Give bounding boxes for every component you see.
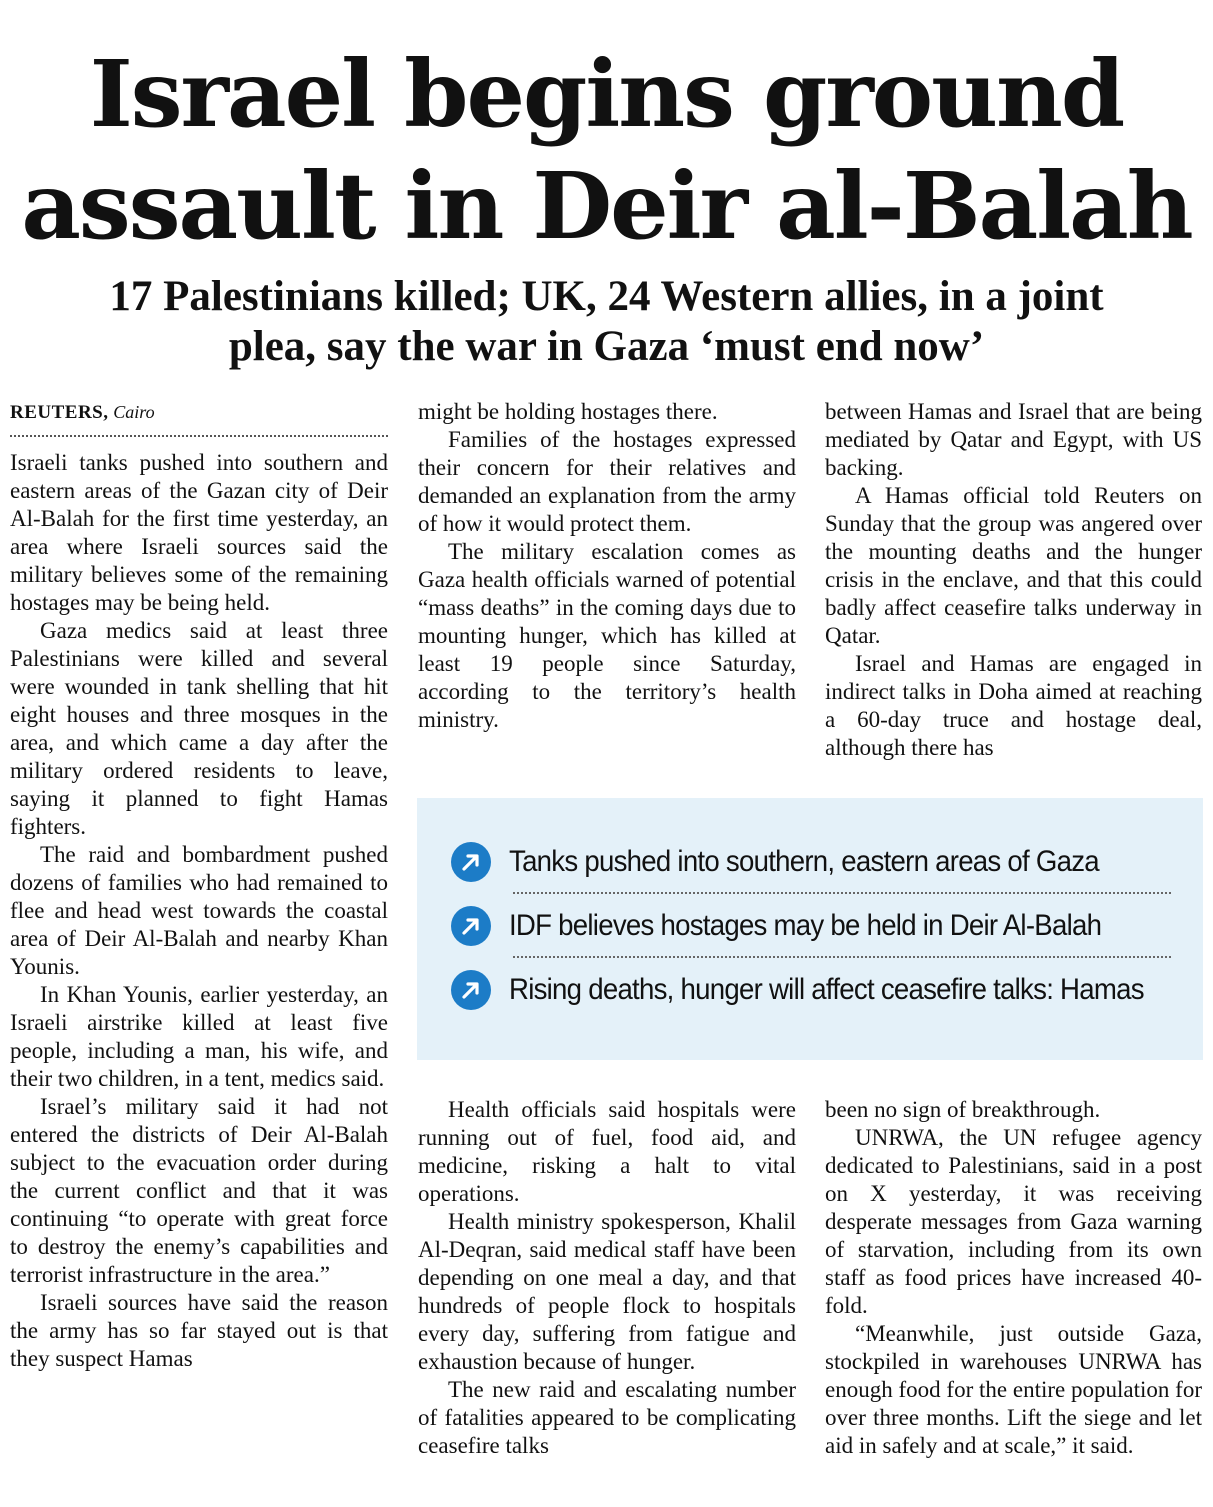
- paragraph: been no sign of breakthrough.: [825, 1097, 1101, 1122]
- arrow-up-right-icon: [451, 842, 491, 882]
- paragraph: Gaza medics said at least three Palestinians were killed and several were wounded in tank shelling that hit eight houses and three mosques in the area, and which came a day after the military ordered residents to leave, saying it planned to fight Hamas fighters.: [10, 618, 388, 839]
- paragraph: The military escalation comes as Gaza health officials warned of potential “mass deaths” in the coming days due to mounting hunger, which has killed at least 19 people since Saturday, according to the territory’s health ministry.: [418, 539, 796, 732]
- highlight-text: Rising deaths, hunger will affect ceasefire talks: Hamas: [509, 973, 1144, 1006]
- paragraph: Israeli tanks pushed into southern and eastern areas of the Gazan city of Deir Al-Balah for the first time yesterday, an area where Israeli sources said the military believes some of the remaining hostages may be being held.: [10, 450, 388, 615]
- highlight-item: [451, 960, 1171, 1020]
- paragraph: UNRWA, the UN refugee agency dedicated to Palestinians, said in a post on X yesterday, it was receiving desperate messages from Gaza warning of starvation, including from its own staff as food prices have increased 40-fold.: [825, 1125, 1202, 1318]
- paragraph: Health ministry spokesperson, Khalil Al-Deqran, said medical staff have been depending on one meal a day, and that hundreds of people flock to hospitals every day, suffering from fatigue and exhaustion because of hunger.: [418, 1209, 796, 1374]
- subheadline-line-1: 17 Palestinians killed; UK, 24 Western allies, in a joint: [109, 273, 1104, 320]
- headline: [0, 38, 1213, 262]
- paragraph: A Hamas official told Reuters on Sunday that the group was angered over the mounting deaths and the hunger crisis in the enclave, and that this could badly affect ceasefire talks underway in Qatar.: [825, 483, 1202, 648]
- headline-line-2: assault in Deir al-Balah: [21, 152, 1192, 260]
- paragraph: In Khan Younis, earlier yesterday, an Israeli airstrike killed at least five people, including a man, his wife, and their two children, in a tent, medics said.: [10, 982, 388, 1091]
- paragraph: might be holding hostages there.: [418, 399, 718, 424]
- byline: [10, 398, 388, 437]
- paragraph: Health officials said hospitals were running out of fuel, food aid, and medicine, risking a halt to vital operations.: [418, 1097, 796, 1206]
- arrow-up-right-icon: [451, 906, 491, 946]
- paragraph: The new raid and escalating number of fatalities appeared to be complicating ceasefire talks: [418, 1377, 796, 1458]
- highlight-item: [451, 896, 1171, 956]
- subheadline-line-2: plea, say the war in Gaza ‘must end now’: [228, 323, 985, 370]
- paragraph: Israel’s military said it had not entered the districts of Deir Al-Balah subject to the evacuation order during the current conflict and that it was continuing “to operate with great force to destroy the enemy’s capabilities and terrorist infrastructure in the area.”: [10, 1094, 388, 1287]
- paragraph: Israeli sources have said the reason the army has so far stayed out is that they suspect Hamas: [10, 1290, 388, 1371]
- arrow-up-right-icon: [451, 970, 491, 1010]
- highlights-box: [417, 798, 1203, 1060]
- subheadline: [0, 272, 1213, 372]
- paragraph: “Meanwhile, just outside Gaza, stockpiled in warehouses UNRWA has enough food for the entire population for over three months. Lift the siege and let aid in safely and at scale,” it said.: [825, 1321, 1202, 1458]
- paragraph: Families of the hostages expressed their concern for their relatives and demanded an explanation from the army of how it would protect them.: [418, 427, 796, 536]
- paragraph: The raid and bombardment pushed dozens of families who had remained to flee and head west towards the coastal area of Deir Al-Balah and nearby Khan Younis.: [10, 842, 388, 979]
- paragraph: between Hamas and Israel that are being mediated by Qatar and Egypt, with US backing.: [825, 399, 1202, 480]
- article-column-1: [10, 398, 388, 1373]
- article-column-2: [418, 398, 796, 734]
- highlight-text: Tanks pushed into southern, eastern areas of Gaza: [509, 845, 1099, 878]
- highlight-text: IDF believes hostages may be held in Deir Al-Balah: [509, 909, 1102, 942]
- article-column-3: [825, 398, 1202, 762]
- headline-line-1: Israel begins ground: [89, 40, 1124, 148]
- highlight-item: [451, 832, 1171, 892]
- article-column-2-lower: [418, 1096, 796, 1460]
- paragraph: Israel and Hamas are engaged in indirect talks in Doha aimed at reaching a 60-day truce and hostage deal, although there has: [825, 651, 1202, 760]
- byline-agency: REUTERS,: [10, 402, 109, 423]
- byline-location: Cairo: [113, 402, 155, 422]
- article-column-3-lower: [825, 1096, 1202, 1460]
